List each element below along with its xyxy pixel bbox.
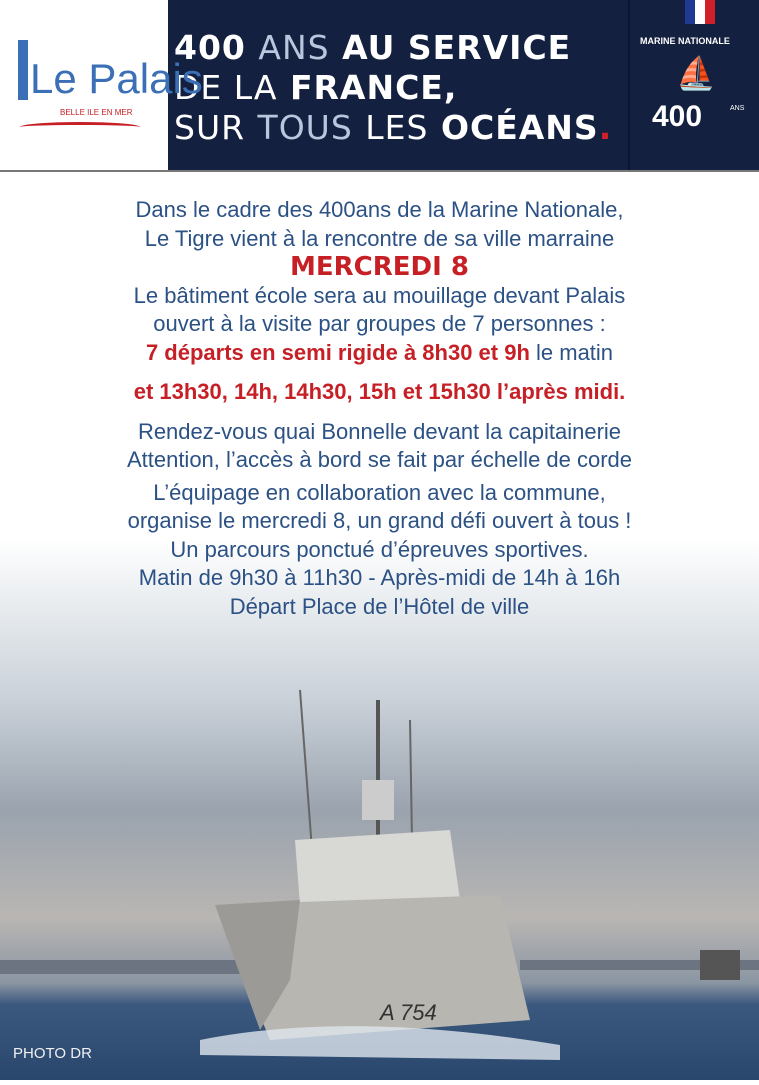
anniversary-slogan: 400 ANS AU SERVICE DE LA FRANCE, SUR TOUS LES OCÉANS. xyxy=(168,0,628,170)
text-line: Le Tigre vient à la rencontre de sa ville marraine xyxy=(144,225,615,251)
date-heading: MERCREDI 8 xyxy=(290,252,469,282)
french-flag-icon xyxy=(685,0,715,24)
hull-number: A 754 xyxy=(380,1000,437,1025)
logo-right-text: MARINE NATIONALE xyxy=(640,36,730,46)
announcement-text xyxy=(0,196,759,621)
le-palais-logo xyxy=(0,0,203,170)
departures-line: 7 départs en semi rigide à 8h30 et 9h le matin xyxy=(145,339,614,365)
ship-illustration xyxy=(0,540,759,1080)
header-banner xyxy=(0,0,759,172)
ship-photo xyxy=(0,540,759,1080)
text-line: L’équipage en collaboration avec la commune, xyxy=(153,479,606,505)
afternoon-departures: et 13h30, 14h, 14h30, 15h et 15h30 l’après midi. xyxy=(133,379,626,404)
text-line: ouvert à la visite par groupes de 7 personnes : xyxy=(153,311,606,336)
text-line: Le bâtiment école sera au mouillage devant Palais xyxy=(133,282,626,308)
marine-nationale-logo xyxy=(628,0,759,170)
photo-credit: PHOTO DR xyxy=(13,1045,92,1062)
logo-subtitle: BELLE ILE EN MER xyxy=(60,108,133,117)
text-line: Rendez-vous quai Bonnelle devant la capitainerie xyxy=(137,418,622,444)
logo-400: 400 xyxy=(652,100,703,133)
text-line: Matin de 9h30 à 11h30 - Après-midi de 14h à 16h xyxy=(138,565,621,590)
sailing-ship-icon: ⛵ xyxy=(676,55,716,91)
text-line: Attention, l’accès à bord se fait par échelle de corde xyxy=(126,447,633,472)
logo-text: Le Palais xyxy=(30,55,203,102)
text-line: Dans le cadre des 400ans de la Marine Nationale, xyxy=(135,197,624,222)
text-line: Un parcours ponctué d’épreuves sportives. xyxy=(170,536,589,562)
text-line: organise le mercredi 8, un grand défi ouvert à tous ! xyxy=(127,508,632,533)
text-line: Départ Place de l’Hôtel de ville xyxy=(229,593,530,619)
logo-ans: ANS xyxy=(730,105,745,112)
